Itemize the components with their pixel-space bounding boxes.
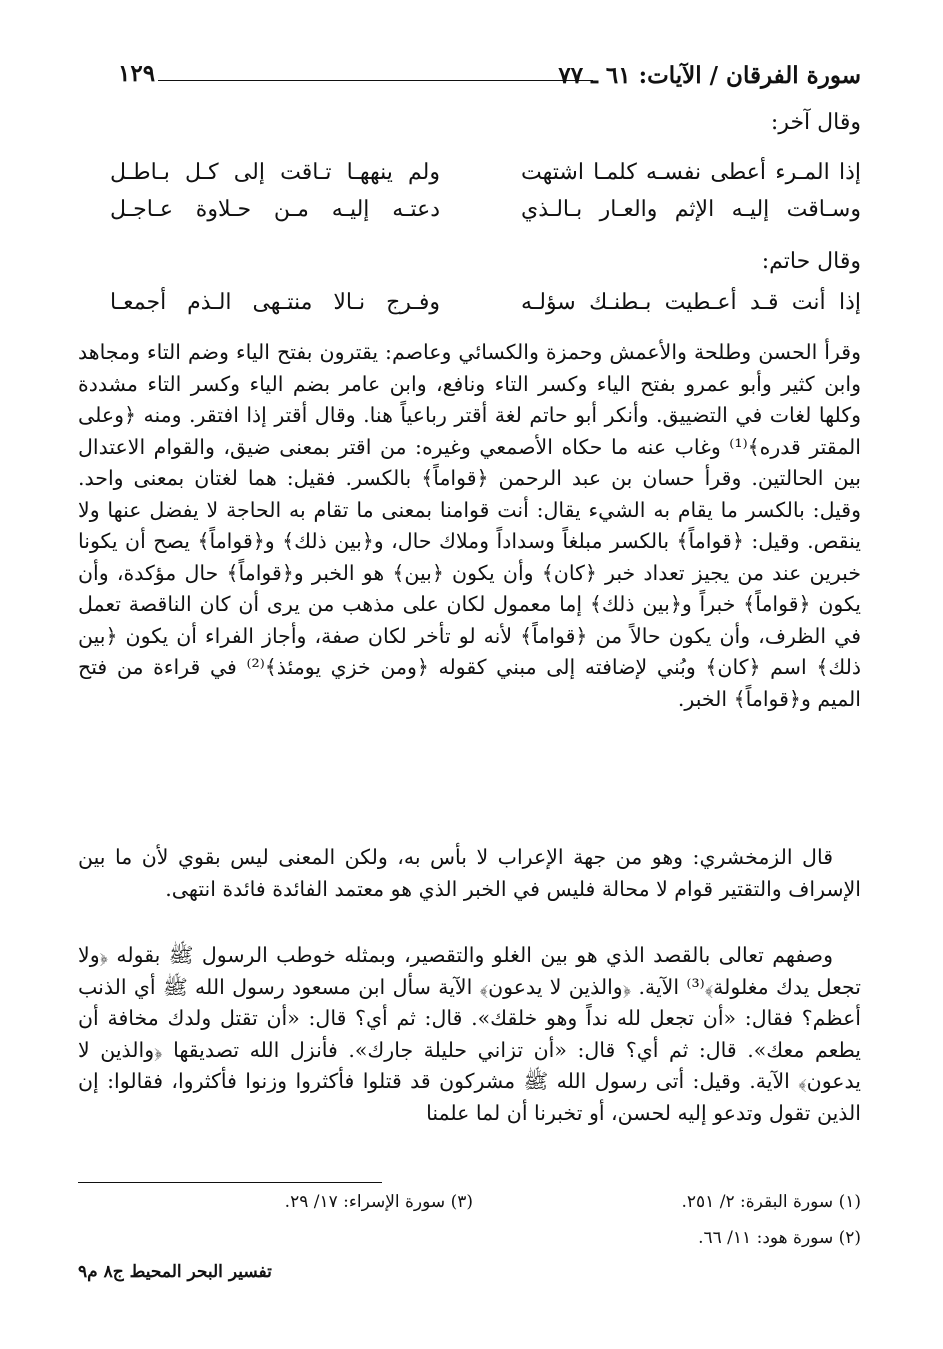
zamakhshari-paragraph: قال الزمخشري: وهو من جهة الإعراب لا بأس به، ولكن المعنى ليس بقوي لأن ما بين الإسراف والتقتير قوام لا محالة فليس في الخبر الذي هو معتمد الفائدة فائدة انتهى. [78,845,861,901]
poem2-intro: وقال حاتم: [761,249,861,274]
verse-second-hemistich: دعتـه إليـه مـن حـلاوة عـاجـل [110,197,440,222]
footnote-1: (١) سورة البقرة: ٢/ ٢٥١. [681,1192,861,1212]
verse-second-hemistich: ولم ينههـا تـاقت إلى كـل بـاطـل [110,160,440,185]
description-paragraph: وصفهم تعالى بالقصد الذي هو بين الغلو والتقصير، وبمثله خوطب الرسول ﷺ بقوله ﴿ولا تجعل يدك مغلولة﴾⁽³⁾ الآية. ﴿والذين لا يدعون﴾ الآية سأل ابن مسعود رسول الله ﷺ أي الذنب أعظم؟ فقال: «أن تجعل لله نداً وهو خلقك». قال: ثم أي؟ قال: «أن تقتل ولدك مخافة أن يطعم معك». قال: ثم أي؟ قال: «أن تزاني حليلة جارك». فأنزل الله تصديقها ﴿والذين لا يدعون﴾ الآية. وقيل: أتى رسول الله ﷺ مشركون قد قتلوا فأكثروا وزنوا فأكثروا، فقالوا: إن الذين تقول وتدعو إليه لحسن، أو تخبرنا أن لما علمنا [78,943,861,1125]
verse-line [110,160,861,200]
verse-line [110,197,861,237]
poem1-intro: وقال آخر: [770,110,861,135]
verse-first-hemistich: إذا المـرء أعطى نفسـه كلمـا اشتهت [521,160,861,185]
header-title: سورة الفرقان / الآيات: ٦١ ـ ٧٧ [558,62,861,89]
verse-first-hemistich: وسـاقت إليـه الإثم والعـار بـالـذي [521,197,861,222]
signature-mark: تفسير البحر المحيط ج٨ م٩ [78,1262,272,1282]
footnote-3: (٣) سورة الإسراء: ١٧/ ٢٩. [284,1192,473,1212]
page-number: ١٢٩ [118,60,156,87]
verse-second-hemistich: وفـرج نـالا منتـهى الـذم أجمعـا [110,290,440,315]
verse-first-hemistich: إذا أنت قـد أعـطيت بـطنـك سؤلـه [521,290,861,315]
commentary-paragraph: وقرأ الحسن وطلحة والأعمش وحمزة والكسائي وعاصم: يقترون بفتح الياء وضم التاء ومجاهد وابن كثير وأبو عمرو بفتح الياء وكسر التاء ونافع، وابن عامر بضم الياء وكسر التاء مشددة وكلها لغات في التضييق. وأنكر أبو حاتم لغة أقتر رباعياً هنا. وقال أقتر إذا افتقر. ومنه ﴿وعلى المقتر قدره﴾⁽¹⁾ وغاب عنه ما حكاه الأصمعي وغيره: من اقتر بمعنى ضيق، والقوام الاعتدال بين الحالتين. وقرأ حسان بن عبد الرحمن ﴿قواماً﴾ بالكسر. فقيل: هما لغتان بمعنى واحد. وقيل: بالكسر ما يقام به الشيء يقال: أنت قوامنا بمعنى ما تقام به الحاجة لا يفضل عنها ولا ينقص. وقيل: ﴿قواماً﴾ بالكسر مبلغاً وسداداً وملاك حال، و﴿بين ذلك﴾ و﴿قواماً﴾ يصح أن يكونا خبرين عند من يجيز تعداد خبر ﴿كان﴾ وأن يكون ﴿بين﴾ هو الخبر و﴿قواماً﴾ حال مؤكدة، وأن يكون ﴿قواماً﴾ خبراً و﴿بين ذلك﴾ إما معمول لكان على مذهب من يرى أن كان الناقصة تعمل في الظرف، وأن يكون حالاً من ﴿قواماً﴾ لأنه لو تأخر لكان صفة، وأجاز الفراء أن يكون ﴿بين ذلك﴾ اسم ﴿كان﴾ وبُني لإضافته إلى مبني كقوله ﴿ومن خزي يومئذ﴾⁽²⁾ في قراءة من فتح الميم و﴿قواماً﴾ الخبر. [78,340,861,711]
header-rule [158,80,593,81]
footnote-rule [78,1182,382,1183]
verse-line [110,290,861,330]
running-header [118,58,861,94]
footnote-2: (٢) سورة هود: ١١/ ٦٦. [698,1228,861,1248]
